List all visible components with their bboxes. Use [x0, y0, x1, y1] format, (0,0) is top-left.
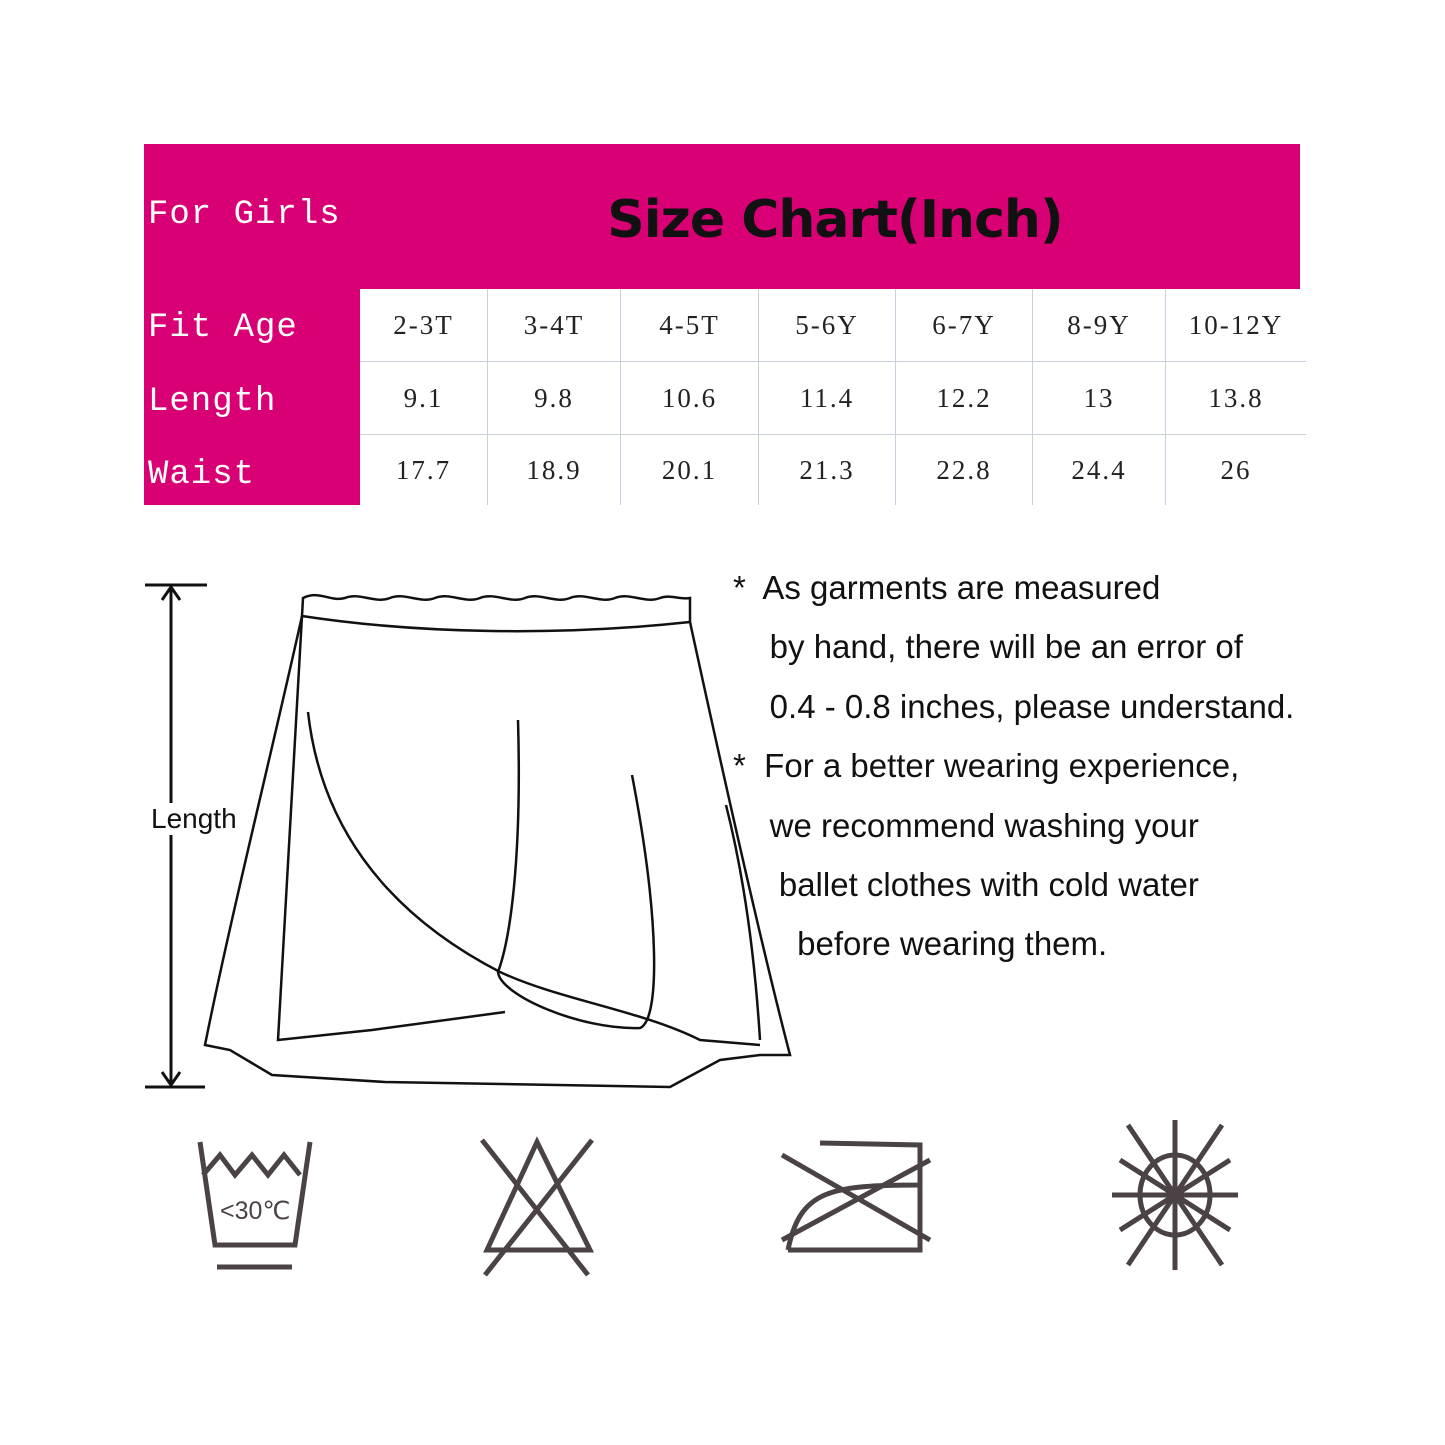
note-line: we recommend washing your: [733, 806, 1199, 844]
table-cell: 4-5T: [621, 289, 759, 362]
table-cell: 10-12Y: [1166, 289, 1307, 362]
no-sun-dry-icon: [1112, 1120, 1238, 1270]
note-line: * As garments are measured: [733, 569, 1161, 606]
row-label-fit-age: Fit Age: [148, 309, 298, 347]
chart-title: Size Chart(Inch): [607, 190, 1063, 250]
skirt-outline: [205, 595, 790, 1087]
table-cell: 22.8: [896, 435, 1033, 506]
table-cell: 21.3: [759, 435, 896, 506]
note-line: before wearing them.: [733, 925, 1108, 963]
note-line: ballet clothes with cold water: [733, 866, 1199, 904]
care-notes: [733, 558, 1294, 974]
length-label: Length: [151, 803, 237, 834]
length-measure-arrow: [145, 585, 207, 1087]
table-cell: 13: [1033, 362, 1166, 435]
table-cell: 26: [1166, 435, 1307, 506]
table-cell: 24.4: [1033, 435, 1166, 506]
no-iron-icon: [782, 1143, 930, 1250]
table-cell: 3-4T: [488, 289, 621, 362]
table-cell: 9.8: [488, 362, 621, 435]
table-cell: 13.8: [1166, 362, 1307, 435]
table-cell: 11.4: [759, 362, 896, 435]
table-cell: 8-9Y: [1033, 289, 1166, 362]
note-line: * For a better wearing experience,: [733, 747, 1240, 785]
row-label-waist: Waist: [148, 456, 256, 494]
table-cell: 9.1: [360, 362, 488, 435]
wash-temp-label: <30℃: [220, 1197, 291, 1225]
table-cell: 6-7Y: [896, 289, 1033, 362]
table-cell: 17.7: [395, 454, 452, 485]
group-label: For Girls: [148, 196, 341, 234]
table-cell: 20.1: [621, 435, 759, 506]
note-line: by hand, there will be an error of: [733, 628, 1243, 666]
note-line: 0.4 - 0.8 inches, please understand.: [733, 687, 1295, 725]
table-cell: 2-3T: [360, 289, 488, 362]
table-cell: 10.6: [621, 362, 759, 435]
no-bleach-icon: [482, 1140, 592, 1275]
table-cell: 5-6Y: [759, 289, 896, 362]
table-cell: 12.2: [896, 362, 1033, 435]
table-cell: 18.9: [488, 435, 621, 506]
row-label-length: Length: [148, 383, 277, 421]
